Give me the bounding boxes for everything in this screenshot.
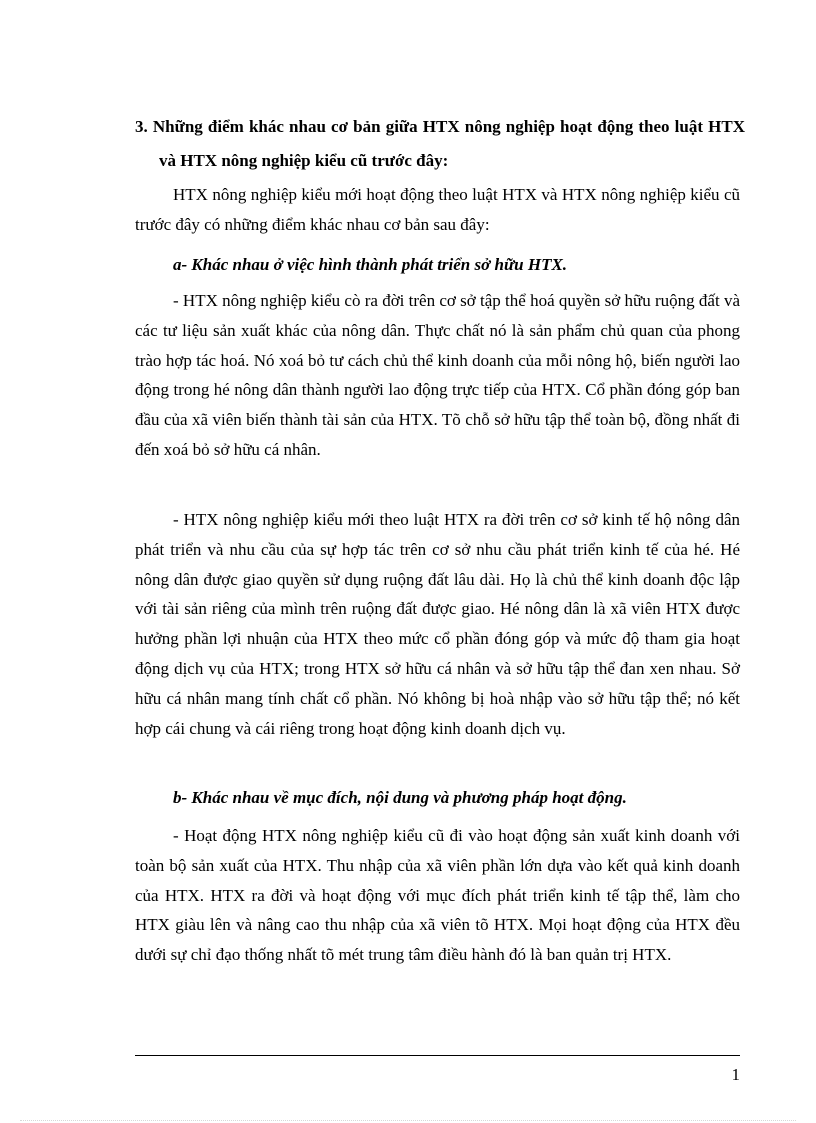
paragraph-b1: - Hoạt động HTX nông nghiệp kiểu cũ đi vào hoạt động sản xuất kinh doanh với toàn bộ sản xuất của HTX. Thu nhập của xã viên phần lớn dựa vào kết quả kinh doanh của HTX. HTX ra đời và hoạt động với mục đích phát triển kinh tế tập thể, làm cho HTX giàu lên và nâng cao thu nhập của xã viên tõ HTX. Mọi hoạt động của HTX đều dưới sự chỉ đạo thống nhất tõ mét trung tâm điều hành đó là ban quản trị HTX. [135,826,740,965]
paragraph-a2: - HTX nông nghiệp kiểu mới theo luật HTX ra đời trên cơ sở kinh tế hộ nông dân phát triển và nhu cầu của sự hợp tác trên cơ sở nhu cầu phát triển kinh tế của hé. Hé nông dân được giao quyền sử dụng ruộng đất lâu dài. Họ là chủ thể kinh doanh độc lập với tài sản riêng của mình trên ruộng đất được giao. Hé nông dân là xã viên HTX được hưởng phần lợi nhuận của HTX theo mức cổ phần đóng góp và mức độ tham gia hoạt động dịch vụ của HTX; trong HTX sở hữu cá nhân và sở hữu tập thể đan xen nhau. Sở hữu cá nhân mang tính chất cổ phần. Nó không bị hoà nhập vào sở hữu tập thể; nó kết hợp cái chung và cái riêng trong hoạt động kinh doanh dịch vụ. [135,510,740,738]
subsection-title-b: b- Khác nhau về mục đích, nội dung và phương pháp hoạt động. [173,788,627,807]
footer-divider [135,1055,740,1056]
subsection-title-a: a- Khác nhau ở việc hình thành phát triển sở hữu HTX. [173,255,568,274]
page-edge [20,1120,796,1121]
intro-paragraph: HTX nông nghiệp kiểu mới hoạt động theo luật HTX và HTX nông nghiệp kiểu cũ trước đây có những điểm khác nhau cơ bản sau đây: [135,185,740,234]
section-heading: 3. Những điểm khác nhau cơ bản giữa HTX nông nghiệp hoạt động theo luật HTX và HTX nông nghiệp kiểu cũ trước đây: [135,117,745,170]
paragraph-a1: - HTX nông nghiệp kiểu cò ra đời trên cơ sở tập thể hoá quyền sở hữu ruộng đất và các tư liệu sản xuất khác của nông dân. Thực chất nó là sản phẩm chủ quan của phong trào hợp tác hoá. Nó xoá bỏ tư cách chủ thể kinh doanh của mỗi nông hộ, biến người lao động trong hé nông dân thành người lao động trực tiếp của HTX. Cổ phần đóng góp ban đầu của xã viên biến thành tài sản của HTX. Tõ chỗ sở hữu tập thể toàn bộ, đồng nhất đi đến xoá bỏ sở hữu cá nhân. [135,291,740,459]
page-number: 1 [731,1065,740,1084]
